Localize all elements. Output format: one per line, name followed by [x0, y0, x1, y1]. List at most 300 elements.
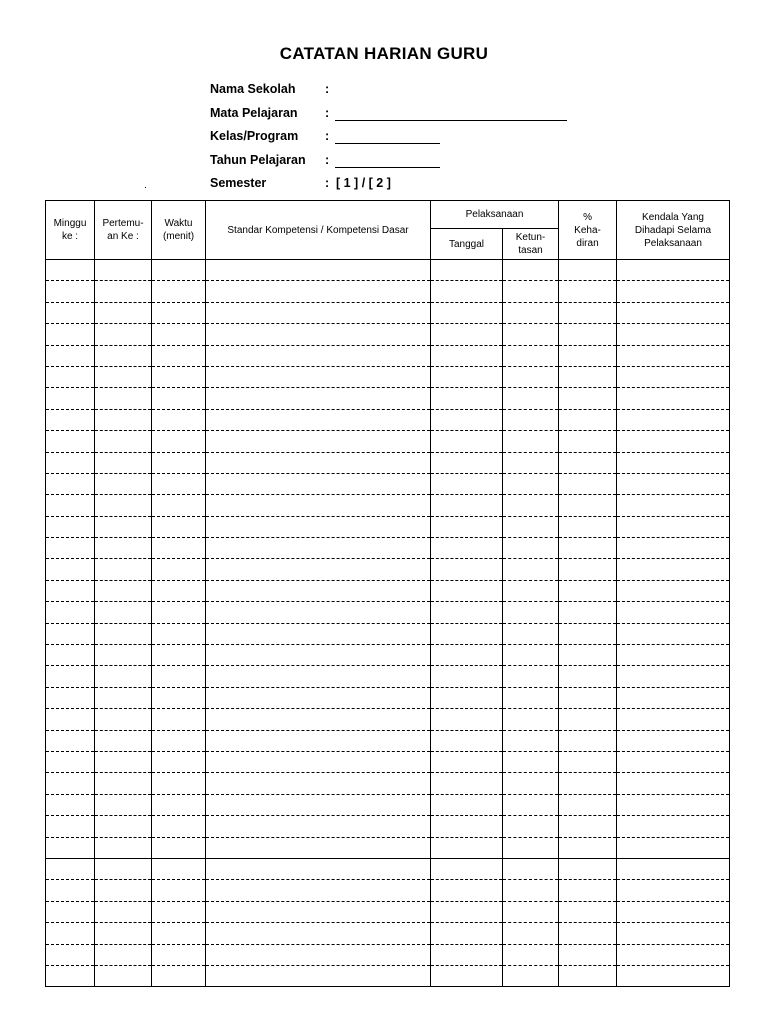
table-row [46, 366, 730, 387]
table-cell[interactable] [559, 495, 617, 516]
table-cell[interactable] [95, 473, 152, 494]
table-cell[interactable] [559, 260, 617, 281]
header-kehadiran: % Keha- diran [559, 201, 617, 260]
table-cell[interactable] [617, 345, 730, 366]
table-row [46, 965, 730, 986]
table-cell[interactable] [503, 773, 559, 794]
table-body [46, 260, 730, 987]
table-cell[interactable] [206, 773, 431, 794]
table-cell[interactable] [152, 623, 206, 644]
table-cell[interactable] [152, 645, 206, 666]
table-cell[interactable] [431, 516, 503, 537]
table-cell[interactable] [46, 901, 95, 922]
table-cell[interactable] [503, 409, 559, 430]
table-cell[interactable] [431, 794, 503, 815]
table-cell[interactable] [95, 516, 152, 537]
table-row [46, 431, 730, 452]
table-cell[interactable] [152, 794, 206, 815]
table-cell[interactable] [46, 302, 95, 323]
header-tanggal: Tanggal [431, 229, 503, 260]
table-cell[interactable] [206, 452, 431, 473]
table-cell[interactable] [617, 580, 730, 601]
table-cell[interactable] [431, 473, 503, 494]
table-cell[interactable] [431, 366, 503, 387]
table-cell[interactable] [617, 431, 730, 452]
table-cell[interactable] [46, 602, 95, 623]
table-cell[interactable] [559, 880, 617, 901]
table-cell[interactable] [46, 794, 95, 815]
table-cell[interactable] [152, 431, 206, 452]
table-cell[interactable] [559, 345, 617, 366]
table-cell[interactable] [431, 559, 503, 580]
table-cell[interactable] [206, 837, 431, 858]
table-cell[interactable] [431, 409, 503, 430]
table-cell[interactable] [46, 452, 95, 473]
table-cell[interactable] [152, 687, 206, 708]
table-cell[interactable] [152, 580, 206, 601]
table-cell[interactable] [152, 495, 206, 516]
table-cell[interactable] [152, 260, 206, 281]
table-cell[interactable] [431, 901, 503, 922]
table-cell[interactable] [503, 580, 559, 601]
table-cell[interactable] [503, 730, 559, 751]
table-cell[interactable] [46, 366, 95, 387]
table-cell[interactable] [206, 880, 431, 901]
table-cell[interactable] [617, 260, 730, 281]
table-cell[interactable] [559, 559, 617, 580]
table-cell[interactable] [95, 602, 152, 623]
table-cell[interactable] [559, 730, 617, 751]
table-cell[interactable] [206, 965, 431, 986]
table-cell[interactable] [95, 837, 152, 858]
table-cell[interactable] [46, 666, 95, 687]
table-cell[interactable] [95, 666, 152, 687]
table-cell[interactable] [431, 837, 503, 858]
table-cell[interactable] [206, 580, 431, 601]
table-cell[interactable] [617, 837, 730, 858]
table-cell[interactable] [95, 559, 152, 580]
table-cell[interactable] [503, 602, 559, 623]
table-cell[interactable] [503, 473, 559, 494]
table-cell[interactable] [503, 709, 559, 730]
table-cell[interactable] [617, 687, 730, 708]
table-cell[interactable] [95, 730, 152, 751]
table-cell[interactable] [559, 965, 617, 986]
table-cell[interactable] [46, 687, 95, 708]
table-cell[interactable] [206, 516, 431, 537]
table-cell[interactable] [431, 281, 503, 302]
table-cell[interactable] [617, 923, 730, 944]
table-cell[interactable] [206, 366, 431, 387]
field-colon: : [325, 129, 330, 143]
table-row [46, 880, 730, 901]
table-cell[interactable] [206, 602, 431, 623]
table-cell[interactable] [503, 794, 559, 815]
table-cell[interactable] [617, 880, 730, 901]
table-cell[interactable] [431, 260, 503, 281]
table-cell[interactable] [152, 730, 206, 751]
table-cell[interactable] [206, 281, 431, 302]
table-cell[interactable] [95, 409, 152, 430]
table-cell[interactable] [46, 559, 95, 580]
table-cell[interactable] [559, 773, 617, 794]
table-cell[interactable] [206, 751, 431, 772]
table-cell[interactable] [206, 709, 431, 730]
header-minggu: Minggu ke : [46, 201, 95, 260]
table-cell[interactable] [152, 281, 206, 302]
table-cell[interactable] [95, 816, 152, 837]
table-cell[interactable] [559, 816, 617, 837]
table-cell[interactable] [431, 965, 503, 986]
table-cell[interactable] [46, 345, 95, 366]
table-cell[interactable] [503, 388, 559, 409]
table-cell[interactable] [431, 730, 503, 751]
table-cell[interactable] [431, 816, 503, 837]
table-cell[interactable] [559, 751, 617, 772]
table-cell[interactable] [206, 538, 431, 559]
table-cell[interactable] [559, 666, 617, 687]
table-cell[interactable] [431, 580, 503, 601]
table-cell[interactable] [95, 965, 152, 986]
table-cell[interactable] [559, 281, 617, 302]
table-cell[interactable] [46, 816, 95, 837]
table-cell[interactable] [152, 473, 206, 494]
table-cell[interactable] [431, 324, 503, 345]
table-cell[interactable] [46, 580, 95, 601]
field-label: Mata Pelajaran [210, 105, 298, 120]
table-cell[interactable] [559, 901, 617, 922]
table-cell[interactable] [206, 345, 431, 366]
table-row [46, 709, 730, 730]
table-cell[interactable] [431, 709, 503, 730]
table-cell[interactable] [95, 858, 152, 879]
table-cell[interactable] [431, 858, 503, 879]
table-cell[interactable] [152, 965, 206, 986]
table-cell[interactable] [559, 944, 617, 965]
table-cell[interactable] [95, 345, 152, 366]
table-cell[interactable] [152, 345, 206, 366]
table-cell[interactable] [206, 687, 431, 708]
table-cell[interactable] [431, 687, 503, 708]
table-cell[interactable] [503, 538, 559, 559]
table-cell[interactable] [617, 281, 730, 302]
table-cell[interactable] [152, 666, 206, 687]
table-cell[interactable] [431, 452, 503, 473]
table-cell[interactable] [95, 901, 152, 922]
table-cell[interactable] [152, 944, 206, 965]
table-cell[interactable] [559, 602, 617, 623]
header-waktu: Waktu (menit) [152, 201, 206, 260]
table-cell[interactable] [206, 302, 431, 323]
table-cell[interactable] [95, 495, 152, 516]
table-cell[interactable] [95, 431, 152, 452]
table-cell[interactable] [617, 388, 730, 409]
table-cell[interactable] [617, 538, 730, 559]
table-cell[interactable] [559, 366, 617, 387]
table-cell[interactable] [152, 538, 206, 559]
table-cell[interactable] [46, 324, 95, 345]
field-colon: : [325, 82, 330, 96]
table-cell[interactable] [559, 623, 617, 644]
table-cell[interactable] [46, 730, 95, 751]
table-cell[interactable] [206, 388, 431, 409]
table-row [46, 816, 730, 837]
table-cell[interactable] [152, 816, 206, 837]
table-cell[interactable] [503, 324, 559, 345]
table-cell[interactable] [503, 837, 559, 858]
table-cell[interactable] [46, 431, 95, 452]
table-cell[interactable] [152, 516, 206, 537]
table-cell[interactable] [152, 366, 206, 387]
table-row [46, 687, 730, 708]
table-cell[interactable] [503, 944, 559, 965]
table-cell[interactable] [46, 880, 95, 901]
table-cell[interactable] [95, 260, 152, 281]
table-cell[interactable] [617, 495, 730, 516]
table-cell[interactable] [46, 751, 95, 772]
table-cell[interactable] [152, 602, 206, 623]
table-cell[interactable] [95, 794, 152, 815]
table-cell[interactable] [503, 345, 559, 366]
table-row [46, 516, 730, 537]
table-cell[interactable] [152, 858, 206, 879]
table-cell[interactable] [617, 409, 730, 430]
table-cell[interactable] [95, 366, 152, 387]
table-row [46, 260, 730, 281]
table-cell[interactable] [617, 901, 730, 922]
table-cell[interactable] [206, 923, 431, 944]
table-cell[interactable] [503, 923, 559, 944]
table-cell[interactable] [559, 388, 617, 409]
table-cell[interactable] [617, 559, 730, 580]
table-cell[interactable] [95, 751, 152, 772]
blank-line[interactable] [335, 120, 567, 121]
table-cell[interactable] [431, 880, 503, 901]
table-cell[interactable] [617, 816, 730, 837]
table-cell[interactable] [206, 260, 431, 281]
table-cell[interactable] [431, 751, 503, 772]
table-cell[interactable] [431, 623, 503, 644]
table-cell[interactable] [206, 495, 431, 516]
table-cell[interactable] [46, 409, 95, 430]
table-cell[interactable] [617, 452, 730, 473]
table-cell[interactable] [503, 302, 559, 323]
table-cell[interactable] [559, 580, 617, 601]
table-cell[interactable] [431, 923, 503, 944]
table-cell[interactable] [503, 666, 559, 687]
table-cell[interactable] [503, 495, 559, 516]
field-colon: : [325, 105, 330, 120]
table-cell[interactable] [559, 645, 617, 666]
table-cell[interactable] [503, 452, 559, 473]
table-cell[interactable] [559, 473, 617, 494]
table-cell[interactable] [206, 409, 431, 430]
table-cell[interactable] [559, 324, 617, 345]
table-cell[interactable] [206, 623, 431, 644]
table-cell[interactable] [95, 538, 152, 559]
table-cell[interactable] [206, 794, 431, 815]
table-cell[interactable] [617, 773, 730, 794]
table-cell[interactable] [46, 623, 95, 644]
table-cell[interactable] [617, 645, 730, 666]
table-cell[interactable] [152, 388, 206, 409]
table-cell[interactable] [503, 623, 559, 644]
table-cell[interactable] [206, 431, 431, 452]
table-cell[interactable] [617, 751, 730, 772]
table-cell[interactable] [503, 901, 559, 922]
table-cell[interactable] [559, 452, 617, 473]
table-cell[interactable] [617, 794, 730, 815]
table-row [46, 730, 730, 751]
table-cell[interactable] [503, 366, 559, 387]
table-cell[interactable] [46, 388, 95, 409]
table-cell[interactable] [431, 302, 503, 323]
table-cell[interactable] [431, 431, 503, 452]
table-cell[interactable] [206, 645, 431, 666]
table-cell[interactable] [46, 923, 95, 944]
table-cell[interactable] [95, 281, 152, 302]
table-cell[interactable] [617, 858, 730, 879]
table-cell[interactable] [503, 559, 559, 580]
table-cell[interactable] [617, 944, 730, 965]
table-cell[interactable] [559, 409, 617, 430]
table-cell[interactable] [617, 965, 730, 986]
table-cell[interactable] [152, 709, 206, 730]
table-cell[interactable] [152, 837, 206, 858]
table-cell[interactable] [559, 302, 617, 323]
table-cell[interactable] [152, 559, 206, 580]
table-cell[interactable] [95, 880, 152, 901]
table-cell[interactable] [617, 666, 730, 687]
semester-value: [ 1 ] / [ 2 ] [336, 176, 391, 190]
table-cell[interactable] [46, 538, 95, 559]
table-cell[interactable] [617, 366, 730, 387]
table-cell[interactable] [503, 645, 559, 666]
table-cell[interactable] [503, 965, 559, 986]
table-cell[interactable] [95, 623, 152, 644]
table-cell[interactable] [617, 302, 730, 323]
table-cell[interactable] [95, 302, 152, 323]
table-cell[interactable] [617, 516, 730, 537]
table-cell[interactable] [46, 858, 95, 879]
table-cell[interactable] [431, 666, 503, 687]
table-cell[interactable] [617, 730, 730, 751]
table-cell[interactable] [95, 944, 152, 965]
table-cell[interactable] [559, 923, 617, 944]
table-row [46, 538, 730, 559]
table-cell[interactable] [431, 538, 503, 559]
table-cell[interactable] [206, 944, 431, 965]
table-cell[interactable] [95, 687, 152, 708]
header-pelaksanaan: Pelaksanaan [431, 201, 559, 229]
table-cell[interactable] [46, 965, 95, 986]
table-cell[interactable] [206, 858, 431, 879]
blank-line[interactable] [335, 143, 440, 144]
table-cell[interactable] [559, 709, 617, 730]
table-cell[interactable] [95, 580, 152, 601]
table-cell[interactable] [559, 431, 617, 452]
table-cell[interactable] [152, 923, 206, 944]
table-cell[interactable] [503, 687, 559, 708]
table-cell[interactable] [559, 858, 617, 879]
table-row [46, 901, 730, 922]
table-cell[interactable] [503, 516, 559, 537]
table-row [46, 345, 730, 366]
table-cell[interactable] [152, 409, 206, 430]
table-cell[interactable] [95, 645, 152, 666]
table-cell[interactable] [503, 260, 559, 281]
table-cell[interactable] [431, 388, 503, 409]
blank-line[interactable] [335, 167, 440, 168]
table-cell[interactable] [152, 751, 206, 772]
table-cell[interactable] [46, 773, 95, 794]
table-cell[interactable] [559, 538, 617, 559]
table-cell[interactable] [46, 837, 95, 858]
table-cell[interactable] [152, 324, 206, 345]
table-cell[interactable] [95, 324, 152, 345]
table-cell[interactable] [152, 880, 206, 901]
table-cell[interactable] [95, 773, 152, 794]
table-cell[interactable] [206, 473, 431, 494]
table-cell[interactable] [617, 473, 730, 494]
table-cell[interactable] [431, 944, 503, 965]
table-cell[interactable] [46, 281, 95, 302]
table-cell[interactable] [206, 816, 431, 837]
table-cell[interactable] [206, 901, 431, 922]
table-cell[interactable] [617, 602, 730, 623]
field-label: Kelas/Program [210, 129, 299, 143]
table-cell[interactable] [152, 773, 206, 794]
table-cell[interactable] [95, 452, 152, 473]
table-cell[interactable] [431, 345, 503, 366]
table-cell[interactable] [431, 645, 503, 666]
table-cell[interactable] [206, 666, 431, 687]
table-cell[interactable] [95, 923, 152, 944]
table-cell[interactable] [431, 495, 503, 516]
table-cell[interactable] [46, 495, 95, 516]
table-cell[interactable] [559, 687, 617, 708]
table-cell[interactable] [46, 944, 95, 965]
table-cell[interactable] [206, 559, 431, 580]
table-cell[interactable] [431, 602, 503, 623]
table-cell[interactable] [46, 260, 95, 281]
table-cell[interactable] [206, 730, 431, 751]
table-cell[interactable] [46, 645, 95, 666]
table-cell[interactable] [559, 837, 617, 858]
table-cell[interactable] [46, 709, 95, 730]
table-cell[interactable] [503, 816, 559, 837]
table-cell[interactable] [95, 709, 152, 730]
table-cell[interactable] [46, 473, 95, 494]
table-cell[interactable] [559, 516, 617, 537]
table-cell[interactable] [559, 794, 617, 815]
table-cell[interactable] [431, 773, 503, 794]
table-cell[interactable] [152, 302, 206, 323]
table-cell[interactable] [46, 516, 95, 537]
table-cell[interactable] [503, 880, 559, 901]
table-cell[interactable] [503, 751, 559, 772]
table-cell[interactable] [617, 324, 730, 345]
table-cell[interactable] [152, 901, 206, 922]
table-cell[interactable] [617, 623, 730, 644]
table-cell[interactable] [503, 281, 559, 302]
table-cell[interactable] [95, 388, 152, 409]
table-cell[interactable] [206, 324, 431, 345]
table-cell[interactable] [152, 452, 206, 473]
table-cell[interactable] [503, 858, 559, 879]
table-cell[interactable] [503, 431, 559, 452]
table-cell[interactable] [617, 709, 730, 730]
